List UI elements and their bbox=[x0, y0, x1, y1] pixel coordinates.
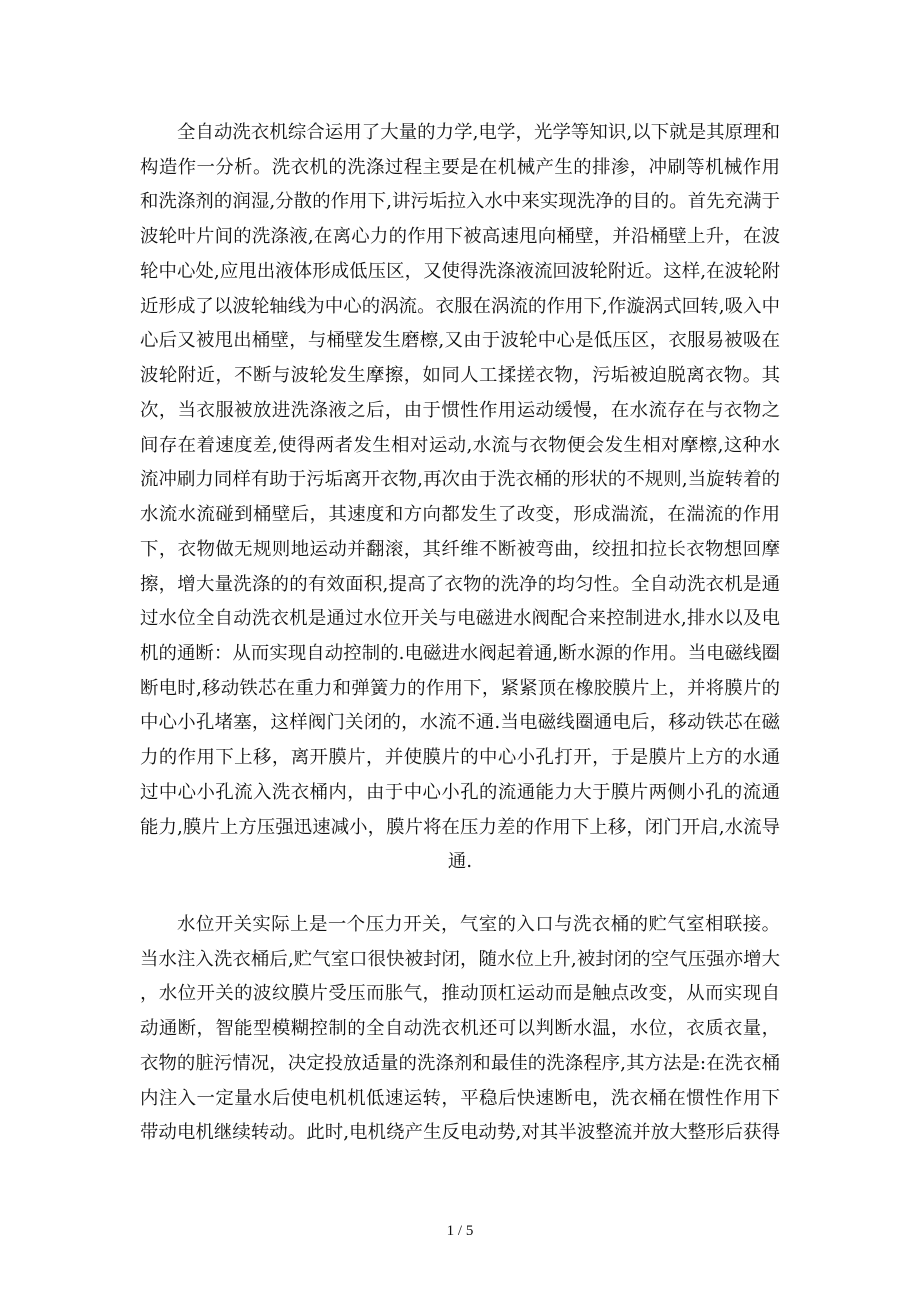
text-line: 全自动洗衣机综合运用了大量的力学,电学，光学等知识,以下就是其原理和 bbox=[177, 122, 780, 143]
text-line: 中心小孔堵塞，这样阀门关闭的，水流不通.当电磁线圈通电后，移动铁芯在磁 bbox=[140, 712, 780, 734]
text-line: 机的通断：从而实现自动控制的.电磁进水阀起着通,断水源的作用。当电磁线圈 bbox=[140, 643, 780, 665]
text-line: 轮中心处,应甩出液体形成低压区，又使得洗涤液流回波轮附近。这样,在波轮附 bbox=[140, 260, 780, 282]
text-line: 能力,膜片上方压强迅速减小，膜片将在压力差的作用下上移，闭门开启,水流导 bbox=[140, 816, 780, 838]
text-line: 带动电机继续转动。此时,电机绕产生反电动势,对其半波整流并放大整形后获得 bbox=[140, 1122, 780, 1144]
text-line: 通. bbox=[447, 851, 473, 873]
text-line: 波轮附近，不断与波轮发生摩擦，如同人工揉搓衣物，污垢被迫脱离衣物。其 bbox=[140, 365, 780, 387]
text-line: 构造作一分析。洗衣机的洗涤过程主要是在机械产生的排渗，冲刷等机械作用 bbox=[140, 156, 780, 178]
text-line: 水流水流碰到桶壁后，其速度和方向都发生了改变，形成湍流，在湍流的作用 bbox=[140, 504, 780, 526]
text-line: 水位开关实际上是一个压力开关，气室的入口与洗衣桶的贮气室相联接。 bbox=[177, 914, 780, 935]
paragraph-washing-principle bbox=[140, 116, 780, 880]
text-line: ，水位开关的波纹膜片受压而胀气，推动顶杠运动而是触点改变，从而实现自 bbox=[140, 983, 780, 1005]
text-line: 过中心小孔流入洗衣桶内，由于中心小孔的流通能力大于膜片两侧小孔的流通 bbox=[140, 781, 780, 803]
paragraph-water-level-switch bbox=[140, 908, 780, 1151]
text-line: 流冲刷力同样有助于污垢离开衣物,再次由于洗衣桶的形状的不规则,当旋转着的 bbox=[140, 469, 780, 491]
text-line: 次，当衣服被放进洗涤液之后，由于惯性作用运动缓慢，在水流存在与衣物之 bbox=[140, 399, 780, 421]
text-line: 心后又被甩出桶壁，与桶壁发生磨檫,又由于波轮中心是低压区，衣服易被吸在 bbox=[140, 330, 780, 352]
text-line: 和洗涤剂的润湿,分散的作用下,讲污垢拉入水中来实现洗净的目的。首先充满于 bbox=[140, 191, 780, 213]
text-line: 断电时,移动铁芯在重力和弹簧力的作用下，紧紧顶在橡胶膜片上，并将膜片的 bbox=[140, 677, 780, 699]
text-line: 衣物的脏污情况，决定投放适量的洗涤剂和最佳的洗涤程序,其方法是:在洗衣桶 bbox=[140, 1052, 780, 1074]
text-line: 下，衣物做无规则地运动并翻滚，其纤维不断被弯曲，绞扭扣拉长衣物想回摩 bbox=[140, 538, 780, 560]
text-line: 过水位全自动洗衣机是通过水位开关与电磁进水阀配合来控制进水,排水以及电 bbox=[140, 608, 780, 630]
text-line: 近形成了以波轮轴线为中心的涡流。衣服在涡流的作用下,作漩涡式回转,吸入中 bbox=[140, 295, 780, 317]
text-line: 力的作用下上移，离开膜片，并使膜片的中心小孔打开，于是膜片上方的水通 bbox=[140, 747, 780, 769]
page-number: 1 / 5 bbox=[446, 1223, 474, 1239]
text-line: 当水注入洗衣桶后,贮气室口很快被封闭，随水位上升,被封闭的空气压强亦增大 bbox=[140, 948, 780, 970]
text-line: 内注入一定量水后使电机机低速运转，平稳后快速断电，洗衣桶在惯性作用下 bbox=[140, 1087, 780, 1109]
text-line: 擦，增大量洗涤的的有效面积,提高了衣物的洗净的均匀性。全自动洗衣机是通 bbox=[140, 573, 780, 595]
text-line: 间存在着速度差,使得两者发生相对运动,水流与衣物便会发生相对摩檫,这种水 bbox=[140, 434, 780, 456]
text-line: 动通断，智能型模糊控制的全自动洗衣机还可以判断水温，水位，衣质衣量， bbox=[140, 1018, 780, 1040]
text-line: 波轮叶片间的洗涤液,在离心力的作用下被高速甩向桶壁，并沿桶壁上升，在波 bbox=[140, 226, 780, 248]
